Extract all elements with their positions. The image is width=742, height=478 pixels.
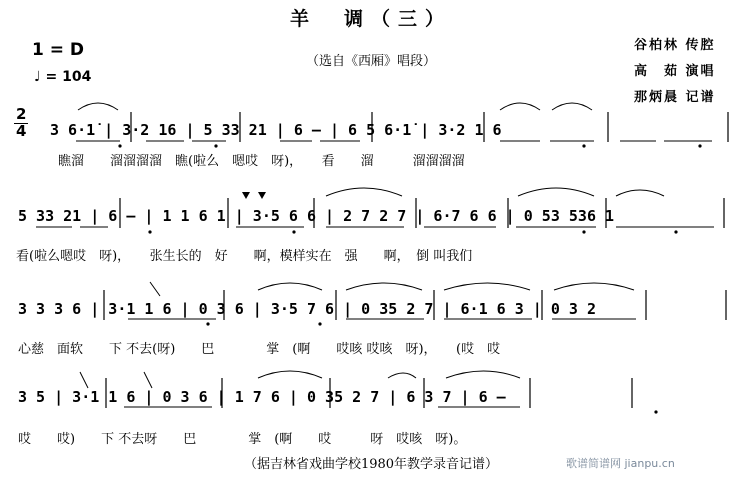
lyrics-row-4: 哎 哎) 下 不去呀 巴 掌 (啊 哎 呀 哎咳 呀)。 xyxy=(18,432,467,447)
credit-transcriber: 那炳晨 记谱 xyxy=(634,90,716,105)
slur-arcs xyxy=(78,103,664,378)
time-signature-bottom: 4 xyxy=(16,122,27,140)
notation-row-2: 5 33 21 | 6 – | 1 1 6 1 | 3·5 6 6 | 2 7 2 7 | 6·7 6 6 | 0 53 536 1 xyxy=(18,207,615,225)
time-signature-top: 2 xyxy=(16,105,27,123)
watermark: 歌谱简谱网 jianpu.cn xyxy=(566,457,675,470)
key-signature: 1 = D xyxy=(32,40,85,60)
barlines-row-1 xyxy=(131,112,728,142)
barlines-row-4 xyxy=(106,378,632,408)
page-title: 羊 调（三） xyxy=(289,8,452,30)
notation-row-3: 3 3 3 6 | 3·1 1 6 | 0 3 6 | 3·5 7 6 | 0 35 2 7 | 6·1 6 3 | 0 3 2 xyxy=(18,300,596,318)
notation-row-1: 3 6·1̇ | 3·2 16 | 5 33 21 | 6 – | 6 5 6·1̇ | 3·2 1 6 xyxy=(50,121,502,139)
notation-row-4: 3 5 | 3·1 1 6 | 0 3 6 | 1 7 6 | 0 35 2 7 | 6 3 7 | 6 – xyxy=(18,388,506,406)
credit-composer: 谷柏林 传腔 xyxy=(634,38,716,53)
lyrics-row-2: 看(啦么嗯哎 呀)， 张生长的 好 啊，模样实在 强 啊， 倒 叫我们 xyxy=(16,249,473,264)
accent-triangles xyxy=(242,192,266,199)
barlines-row-2 xyxy=(120,198,724,228)
quarter-note-icon: ♩ xyxy=(34,69,41,85)
credit-singer: 高 茹 演唱 xyxy=(634,64,716,79)
beam-lines xyxy=(36,141,714,407)
lyrics-row-1: 瞧溜 溜溜溜溜 瞧(啦么 嗯哎 呀)， 看 溜 溜溜溜溜 xyxy=(58,154,465,169)
lyrics-row-3: 心慈 面软 下 不去(呀) 巴 掌 (啊 哎咳 哎咳 呀)， (哎 哎 xyxy=(18,342,501,357)
source-note: （据吉林省戏曲学校1980年教学录音记谱） xyxy=(243,457,499,472)
octave-dots xyxy=(118,144,701,413)
tempo-value: = 104 xyxy=(45,69,92,85)
accent-arrows xyxy=(80,282,160,388)
barlines-row-3 xyxy=(104,290,726,320)
subtitle: （选自《西厢》唱段） xyxy=(305,54,436,69)
